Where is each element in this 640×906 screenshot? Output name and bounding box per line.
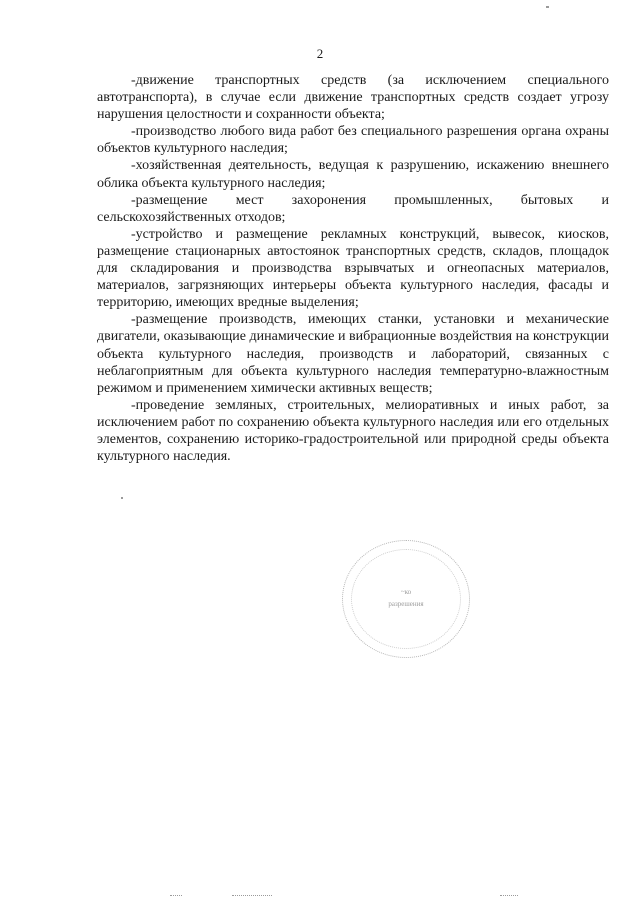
- seal-inner-ring: [351, 549, 461, 649]
- document-body: [97, 72, 609, 465]
- paragraph-production-facilities: -размещение производств, имеющих станки, установки и механические двигатели, оказывающие динамические и вибрационные воздействия на конструкции объекта культурного наследия, производств и лабораторий, связанных с неблагоприятным для объекта культурного наследия температурно-влажностным режимом и применением химически активных веществ;: [97, 312, 609, 396]
- paragraph-works-permit: -производство любого вида работ без специального разрешения органа охраны объектов культурного наследия;: [97, 124, 609, 157]
- paragraph-waste-burial: -размещение мест захоронения промышленных, бытовых и сельскохозяйственных отходов;: [97, 192, 609, 225]
- scan-speck: [121, 497, 123, 499]
- paragraph-transport: -движение транспортных средств (за исключением специального автотранспорта), в случае если движение транспортных средств создает угрозу нарушения целостности и сохранности объекта;: [97, 73, 609, 123]
- scan-edge-mark: [170, 895, 182, 897]
- seal-text-top: ~ко: [400, 588, 412, 596]
- seal-text-bottom: разрешения: [388, 600, 424, 608]
- page-number: 2: [316, 46, 324, 61]
- faded-seal-stamp: [342, 540, 470, 658]
- scan-edge-mark: [232, 895, 272, 897]
- paragraph-economic-activity: -хозяйственная деятельность, ведущая к разрушению, искажению внешнего облика объекта культурного наследия;: [97, 158, 609, 191]
- paragraph-advertising-structures: -устройство и размещение рекламных конструкций, вывесок, киосков, размещение стационарных автостоянок транспортных средств, складов, площадок для складирования и производства взрывчатых и огнеопасных материалов, материалов, загрязняющих интерьеры объекта культурного наследия, фасады и территорию, имеющих вредные выделения;: [97, 226, 609, 311]
- paragraph-earthworks: -проведение земляных, строительных, мелиоративных и иных работ, за исключением работ по сохранению объекта культурного наследия или его отдельных элементов, сохранению историко-градостроительной или природной среды объекта культурного наследия.: [97, 397, 609, 465]
- scan-edge-mark: [500, 895, 518, 897]
- scan-speck: [546, 6, 549, 8]
